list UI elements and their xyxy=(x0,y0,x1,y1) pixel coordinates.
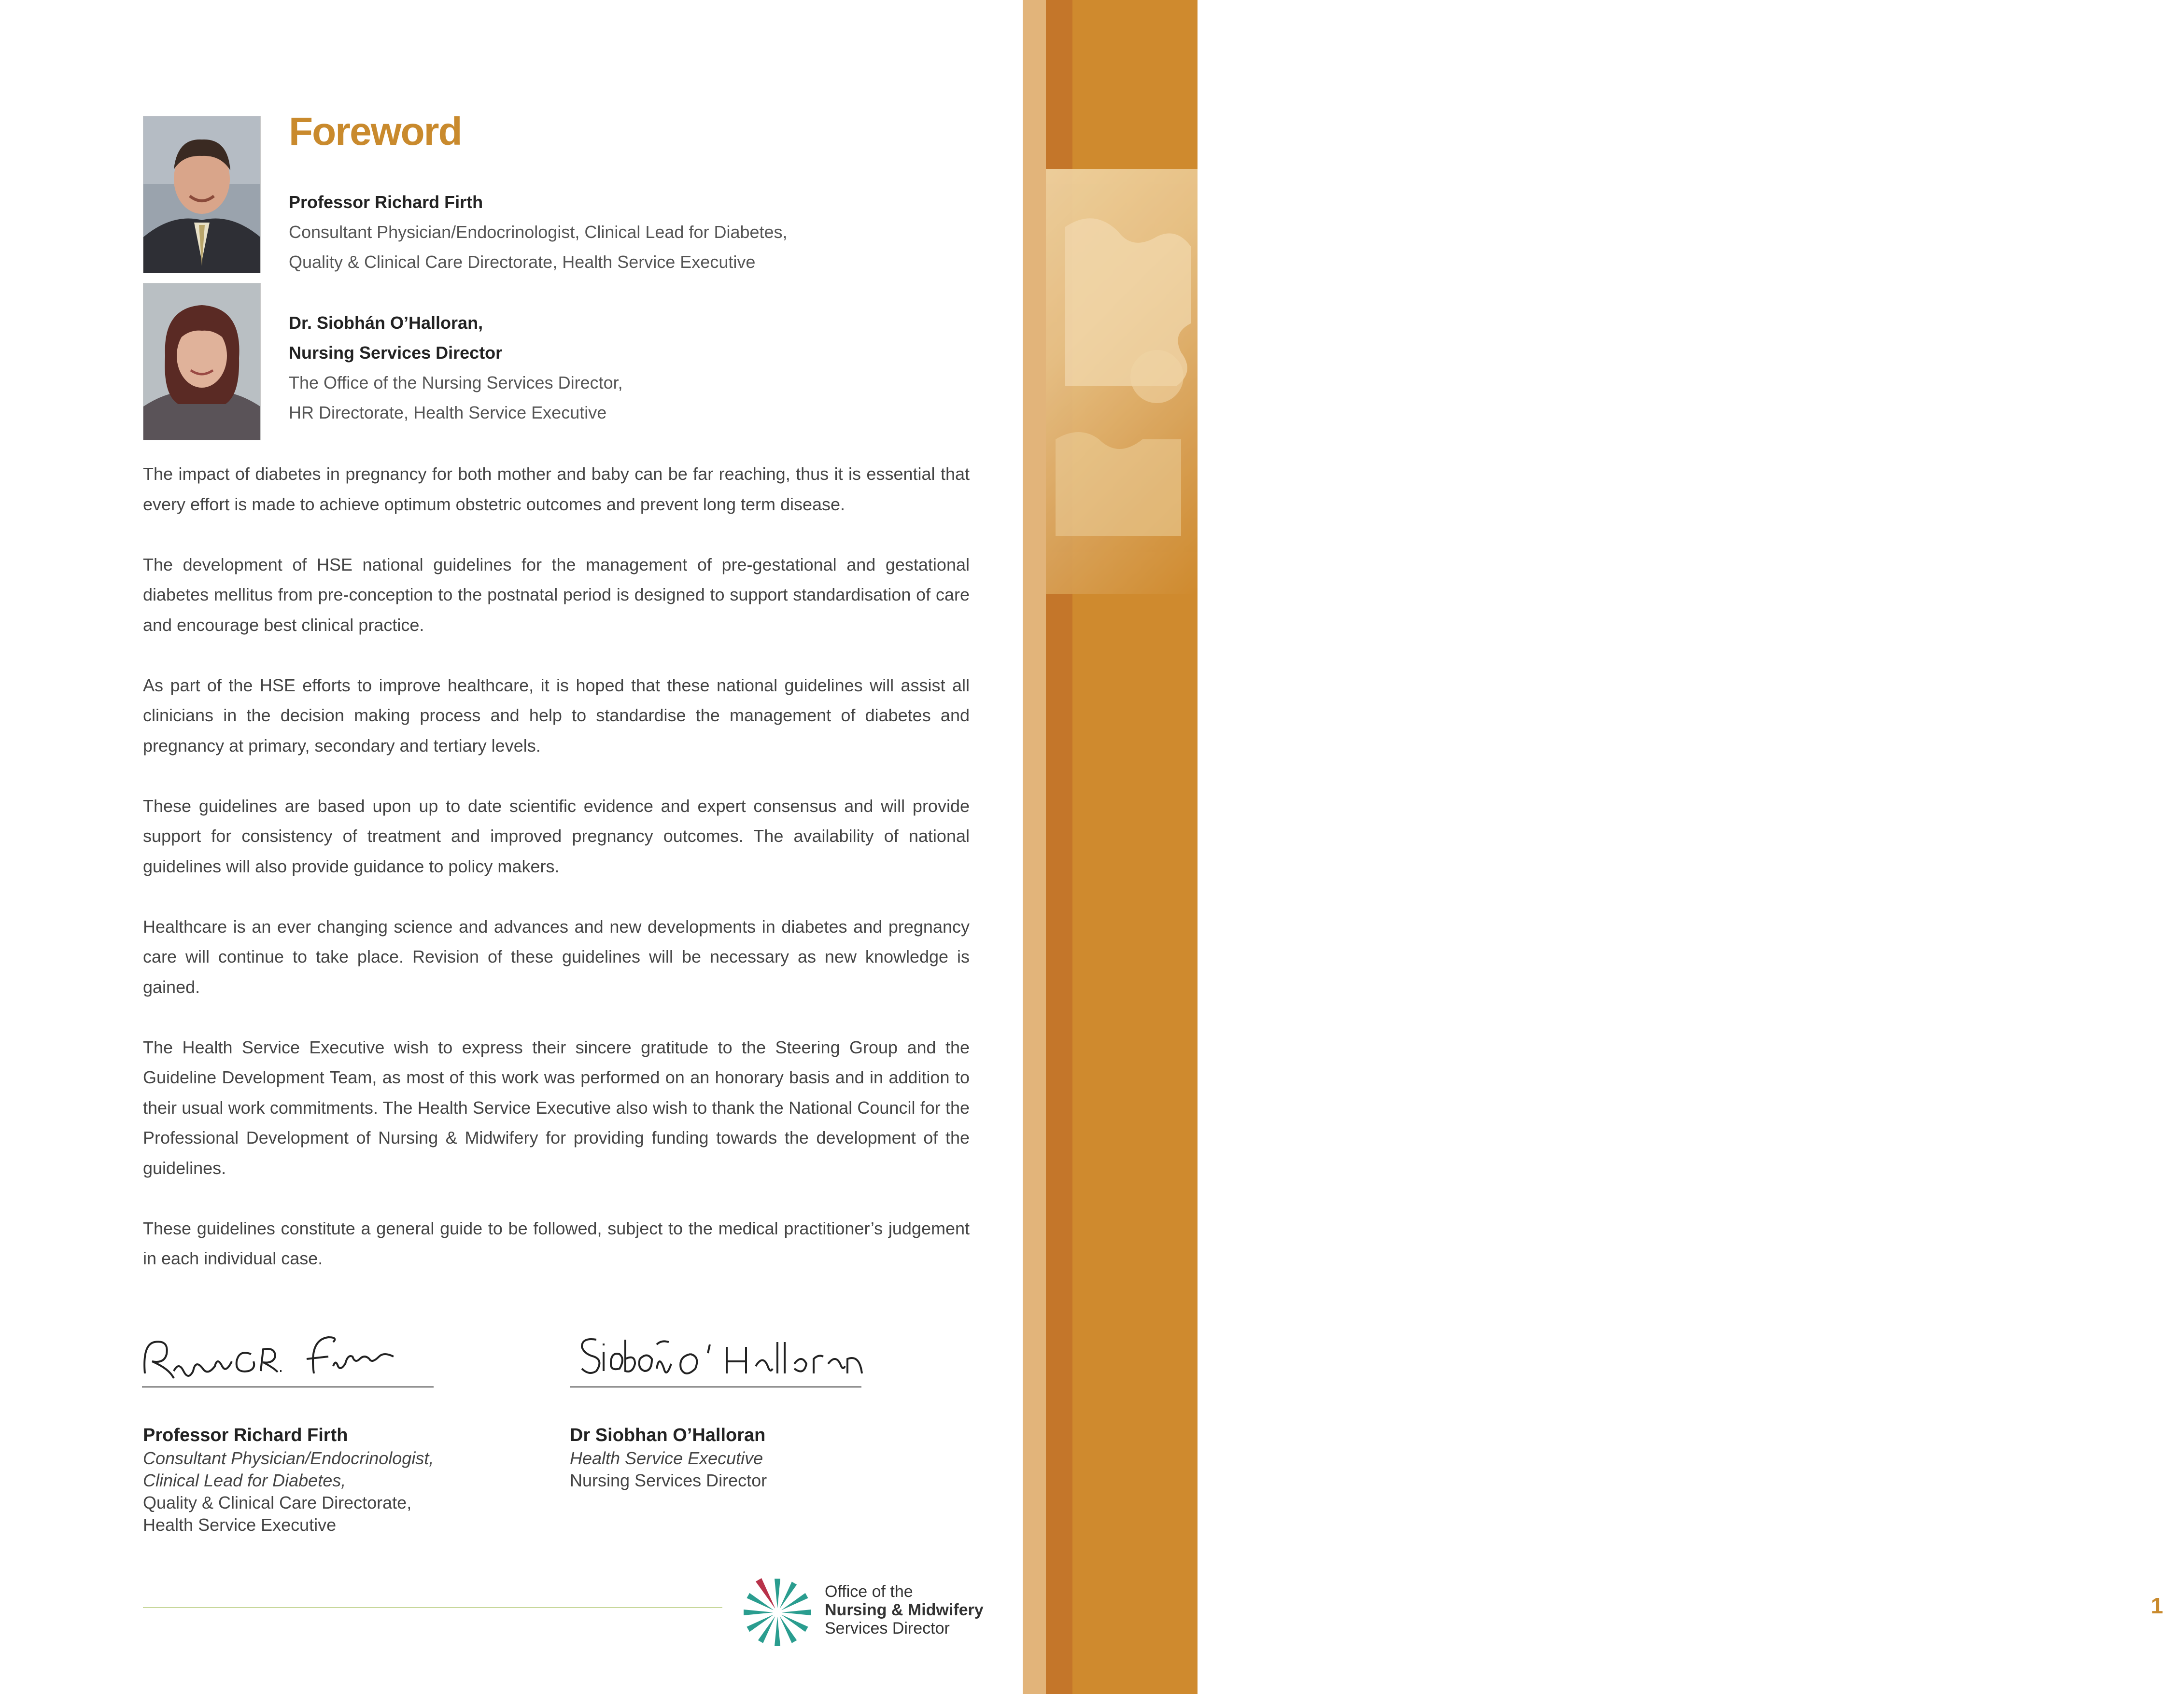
signatory-org: Health Service Executive xyxy=(143,1515,337,1535)
signature-siobhan-ohalloran xyxy=(577,1330,867,1383)
signatory-name: Dr Siobhan O’Halloran xyxy=(570,1425,766,1445)
signatory-block-1 xyxy=(143,1424,434,1536)
signatory-role: Consultant Physician/Endocrinologist, xyxy=(143,1448,434,1468)
author-title: Nursing Services Director xyxy=(289,343,503,363)
nursing-midwifery-logo-icon xyxy=(739,1571,816,1653)
logo-text xyxy=(825,1582,984,1638)
decorative-sidebar xyxy=(1023,0,2163,1694)
footer-rule xyxy=(143,1607,722,1608)
paragraph: These guidelines are based upon up to date scientific evidence and expert consensus and will provide support for consistency of treatment and improved pregnancy outcomes. The availability of national guidelines will also provide guidance to policy makers. xyxy=(143,796,970,876)
page-title: Foreword xyxy=(289,110,462,154)
author-name: Dr. Siobhán O’Halloran, xyxy=(289,313,483,333)
page-number: 1 xyxy=(2130,1579,2184,1633)
signature-line xyxy=(142,1386,434,1387)
logo-line: Nursing & Midwifery xyxy=(825,1601,984,1619)
author-role-line: The Office of the Nursing Services Director, xyxy=(289,373,623,392)
signatory-name: Professor Richard Firth xyxy=(143,1425,348,1445)
author-block-1 xyxy=(289,187,788,277)
signatory-role: Clinical Lead for Diabetes, xyxy=(143,1470,346,1490)
author-role-line: Consultant Physician/Endocrinologist, Clinical Lead for Diabetes, xyxy=(289,222,788,242)
signatory-block-2 xyxy=(570,1424,767,1492)
logo-line: Services Director xyxy=(825,1619,950,1638)
portrait-richard-firth xyxy=(143,116,261,273)
author-role-line: HR Directorate, Health Service Executive xyxy=(289,403,607,422)
signatory-role: Health Service Executive xyxy=(570,1448,763,1468)
paragraph: Healthcare is an ever changing science and advances and new developments in diabetes and pregnancy care will continue to take place. Revision of these guidelines will be necessary as new knowledge is gained. xyxy=(143,916,970,997)
signatory-org: Nursing Services Director xyxy=(570,1470,767,1490)
signature-line xyxy=(570,1386,861,1387)
signature-richard-firth xyxy=(140,1325,410,1388)
paragraph: These guidelines constitute a general guide to be followed, subject to the medical practitioner’s judgement in each individual case. xyxy=(143,1218,970,1268)
portrait-siobhan-ohalloran xyxy=(143,283,261,440)
foreword-body xyxy=(143,459,970,1304)
paragraph: The Health Service Executive wish to express their sincere gratitude to the Steering Group and the Guideline Development Team, as most of this work was performed on an honorary basis and in addition to their usual work commitments. The Health Service Executive also wish to thank the National Council for the Professional Development of Nursing & Midwifery for providing funding towards the development of the guidelines. xyxy=(143,1037,970,1178)
author-role-line: Quality & Clinical Care Directorate, Health Service Executive xyxy=(289,252,756,272)
paragraph: The development of HSE national guidelines for the management of pre-gestational and gestational diabetes mellitus from pre-conception to the postnatal period is designed to support standardisation of care and encourage best clinical practice. xyxy=(143,554,970,635)
author-name: Professor Richard Firth xyxy=(289,192,483,212)
paragraph: As part of the HSE efforts to improve healthcare, it is hoped that these national guidelines will assist all clinicians in the decision making process and help to standardise the management of diabetes and pregnancy at primary, secondary and tertiary levels. xyxy=(143,675,970,756)
sidebar-stripe-light xyxy=(1023,0,1046,1694)
paragraph: The impact of diabetes in pregnancy for both mother and baby can be far reaching, thus it is essential that every effort is made to achieve optimum obstetric outcomes and prevent long term disease. xyxy=(143,464,970,514)
logo-line: Office of the xyxy=(825,1582,913,1601)
author-block-2 xyxy=(289,308,623,428)
puzzle-image xyxy=(1046,169,1198,594)
signatory-org: Quality & Clinical Care Directorate, xyxy=(143,1493,412,1512)
